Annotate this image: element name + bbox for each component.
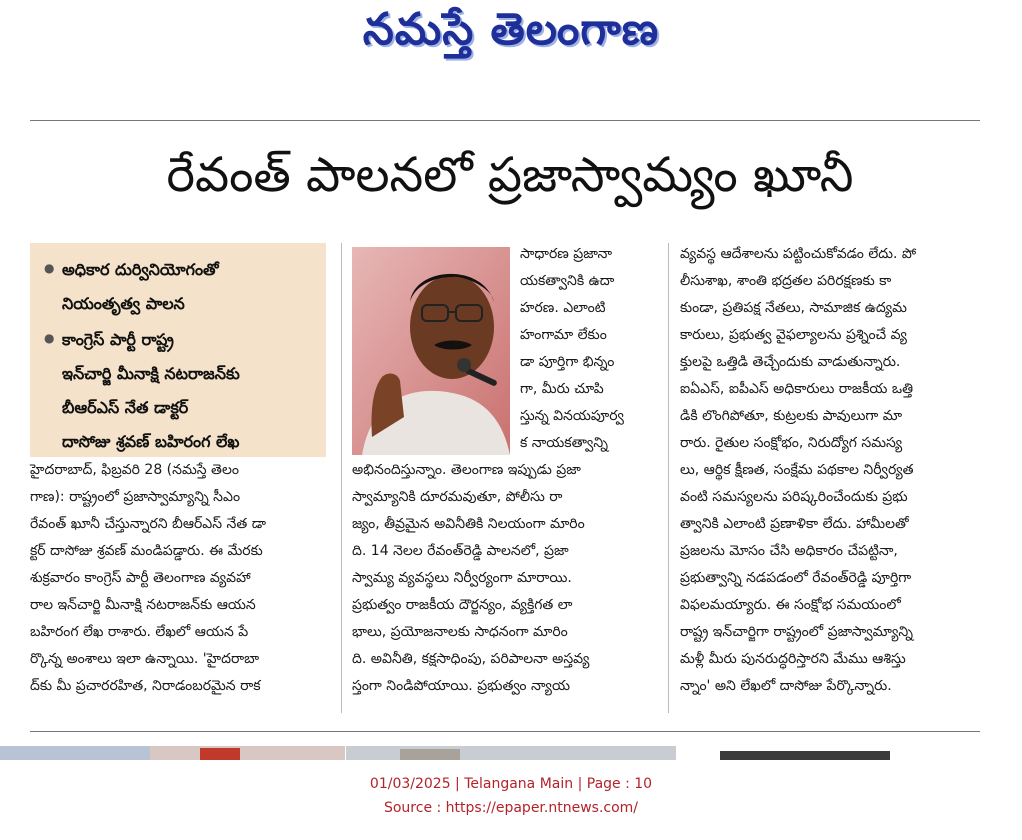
text-line: జ్యం, తీవ్రమైన అవినీతికి నిలయంగా మారిం bbox=[352, 516, 585, 532]
text-line: స్వామ్య వ్యవస్థలు నిర్వీర్యంగా మారాయి. bbox=[352, 570, 572, 586]
text-line: స్తంగా నిండిపోయాయి. ప్రభుత్వం న్యాయ bbox=[352, 678, 570, 694]
text-line: ర్కొన్న అంశాలు ఇలా ఉన్నాయి. 'హైదరాబా bbox=[30, 651, 260, 667]
text-line: గా, మీరు చూపి bbox=[520, 381, 604, 397]
text-line: ది. 14 నెలల రేవంత్‌రెడ్డి పాలనలో, ప్రజా bbox=[352, 543, 569, 559]
article-column-2-top bbox=[520, 241, 624, 457]
text-line: ద్‌కు మీ ప్రచారరహిత, నిరాడంబరమైన రాక bbox=[30, 678, 261, 694]
speaker-photo bbox=[352, 247, 510, 455]
highlights-box bbox=[30, 243, 326, 457]
masthead-logo: నమస్తే తెలంగాణ bbox=[362, 4, 660, 55]
text-line: ప్రభుత్వం రాజకీయ దౌర్జన్యం, వ్యక్తిగత లా bbox=[352, 597, 573, 613]
highlight-line: కాంగ్రెస్ పార్టీ రాష్ట్ర bbox=[62, 330, 174, 349]
text-line: రారు. రైతుల సంక్షోభం, నిరుద్యోగ సమస్య bbox=[680, 435, 903, 451]
text-line: రాల ఇన్‌చార్జి మీనాక్షి నటరాజన్‌కు ఆయన bbox=[30, 597, 256, 613]
headline: రేవంత్ పాలనలో ప్రజాస్వామ్యం ఖూనీ bbox=[166, 147, 854, 203]
article-column-3 bbox=[680, 241, 916, 700]
text-line: సాధారణ ప్రజానా bbox=[520, 246, 613, 262]
text-line: బహిరంగ లేఖ రాశారు. లేఖలో ఆయన పే bbox=[30, 624, 249, 640]
text-line: న్నాం' అని లేఖలో దాసోజు పేర్కొన్నారు. bbox=[680, 678, 892, 694]
speaker-illustration bbox=[352, 247, 510, 455]
text-line: లీసుశాఖ, శాంతి భద్రతల పరిరక్షణకు కా bbox=[680, 273, 892, 289]
text-line: హరణ. ఎలాంటి bbox=[520, 300, 606, 316]
highlight-item bbox=[42, 323, 318, 459]
highlight-line: నియంతృత్వ పాలన bbox=[62, 294, 185, 313]
article-bottom-divider bbox=[30, 731, 980, 732]
text-line: యకత్వానికి ఉదా bbox=[520, 273, 615, 289]
text-line: గాణ): రాష్ట్రంలో ప్రజాస్వామ్యాన్ని సీఎం bbox=[30, 489, 241, 505]
text-line: ది. అవినీతి, కక్షసాధింపు, పరిపాలనా అస్తవ్య bbox=[352, 651, 590, 667]
page-footer bbox=[0, 772, 1022, 820]
source-link[interactable]: Source : https://epaper.ntnews.com/ bbox=[383, 800, 639, 816]
article-column-1 bbox=[30, 457, 266, 700]
text-line: భాలు, ప్రయోజనాలకు సాధనంగా మారిం bbox=[352, 624, 568, 640]
highlight-line: దాసోజు శ్రవణ్ బహిరంగ లేఖ bbox=[62, 432, 240, 451]
cropped-photos bbox=[0, 746, 1022, 760]
text-line: వంటి సమస్యలను పరిష్కరించేందుకు ప్రభు bbox=[680, 489, 908, 505]
bullet-icon: ● bbox=[44, 331, 55, 345]
text-line: ప్రభుత్వాన్ని నడపడంలో రేవంత్‌రెడ్డి పూర్తిగా bbox=[680, 570, 912, 586]
edition-info: 01/03/2025 | Telangana Main | Page : 10 bbox=[369, 776, 653, 792]
text-line: త్వానికి ఎలాంటి ప్రణాళికా లేదు. హామీలతో bbox=[680, 516, 909, 532]
text-line: హంగామా లేకుం bbox=[520, 327, 607, 343]
text-line: వ్యవస్థ ఆదేశాలను పట్టించుకోవడం లేదు. పో bbox=[680, 246, 917, 262]
text-line: డికి లొంగిపోతూ, కుట్రలకు పావులుగా మా bbox=[680, 408, 903, 424]
text-line: క్టర్ దాసోజు శ్రవణ్ మండిపడ్డారు. ఈ మేరకు bbox=[30, 543, 263, 559]
column-divider bbox=[668, 243, 669, 713]
highlight-line: ఇన్‌చార్జి మీనాక్షి నటరాజన్‌కు bbox=[62, 364, 240, 383]
highlight-item bbox=[42, 253, 318, 321]
text-line: క్తులపై ఒత్తిడి తెచ్చేందుకు వాడుతున్నారు. bbox=[680, 354, 901, 370]
highlight-line: బీఆర్‌ఎస్ నేత డాక్టర్ bbox=[62, 398, 189, 417]
text-line: స్తున్న వినయపూర్వ bbox=[520, 408, 624, 424]
article-column-2 bbox=[352, 457, 589, 700]
text-line: కారులు, ప్రభుత్వ వైఫల్యాలను ప్రశ్నించే వ్య bbox=[680, 327, 907, 343]
text-line: శుక్రవారం కాంగ్రెస్ పార్టీ తెలంగాణ వ్యవహా bbox=[30, 570, 251, 586]
text-line: కుండా, ప్రతిపక్ష నేతలు, సామాజిక ఉద్యమ bbox=[680, 300, 907, 316]
text-line: రాష్ట్ర ఇన్‌చార్జిగా రాష్ట్రంలో ప్రజాస్వామ్యాన్ని bbox=[680, 624, 913, 640]
text-line: ప్రజలను మోసం చేసి అధికారం చేపట్టినా, bbox=[680, 543, 898, 559]
bullet-icon: ● bbox=[44, 261, 55, 275]
text-line: అభినందిస్తున్నాం. తెలంగాణ ఇప్పుడు ప్రజా bbox=[352, 462, 581, 478]
text-line: క నాయకత్వాన్ని bbox=[520, 435, 608, 451]
highlight-line: అధికార దుర్వినియోగంతో bbox=[62, 260, 219, 279]
masthead-divider bbox=[30, 120, 980, 121]
column-divider bbox=[341, 243, 342, 713]
text-line: రేవంత్ ఖూనీ చేస్తున్నారని బీఆర్‌ఎస్ నేత డా bbox=[30, 516, 266, 532]
text-line: లు, ఆర్థిక క్షీణత, సంక్షేమ పథకాల నిర్వీర్యత bbox=[680, 462, 914, 478]
text-line: ఐఏఎస్, ఐపీఎస్ అధికారులు రాజకీయ ఒత్తి bbox=[680, 381, 914, 397]
text-line: హైదరాబాద్, ఫిబ్రవరి 28 (నమస్తే తెలం bbox=[30, 462, 239, 478]
text-line: స్వామ్యానికి దూరమవుతూ, పోలీసు రా bbox=[352, 489, 563, 505]
next-article-strip bbox=[0, 745, 1022, 759]
text-line: విఫలమయ్యారు. ఈ సంక్షోభ సమయంలో bbox=[680, 597, 901, 613]
text-line: మళ్లీ మీరు పునరుద్ధరిస్తారని మేము ఆశిస్తు bbox=[680, 651, 906, 667]
text-line: డా పూర్తిగా భిన్నం bbox=[520, 354, 615, 370]
